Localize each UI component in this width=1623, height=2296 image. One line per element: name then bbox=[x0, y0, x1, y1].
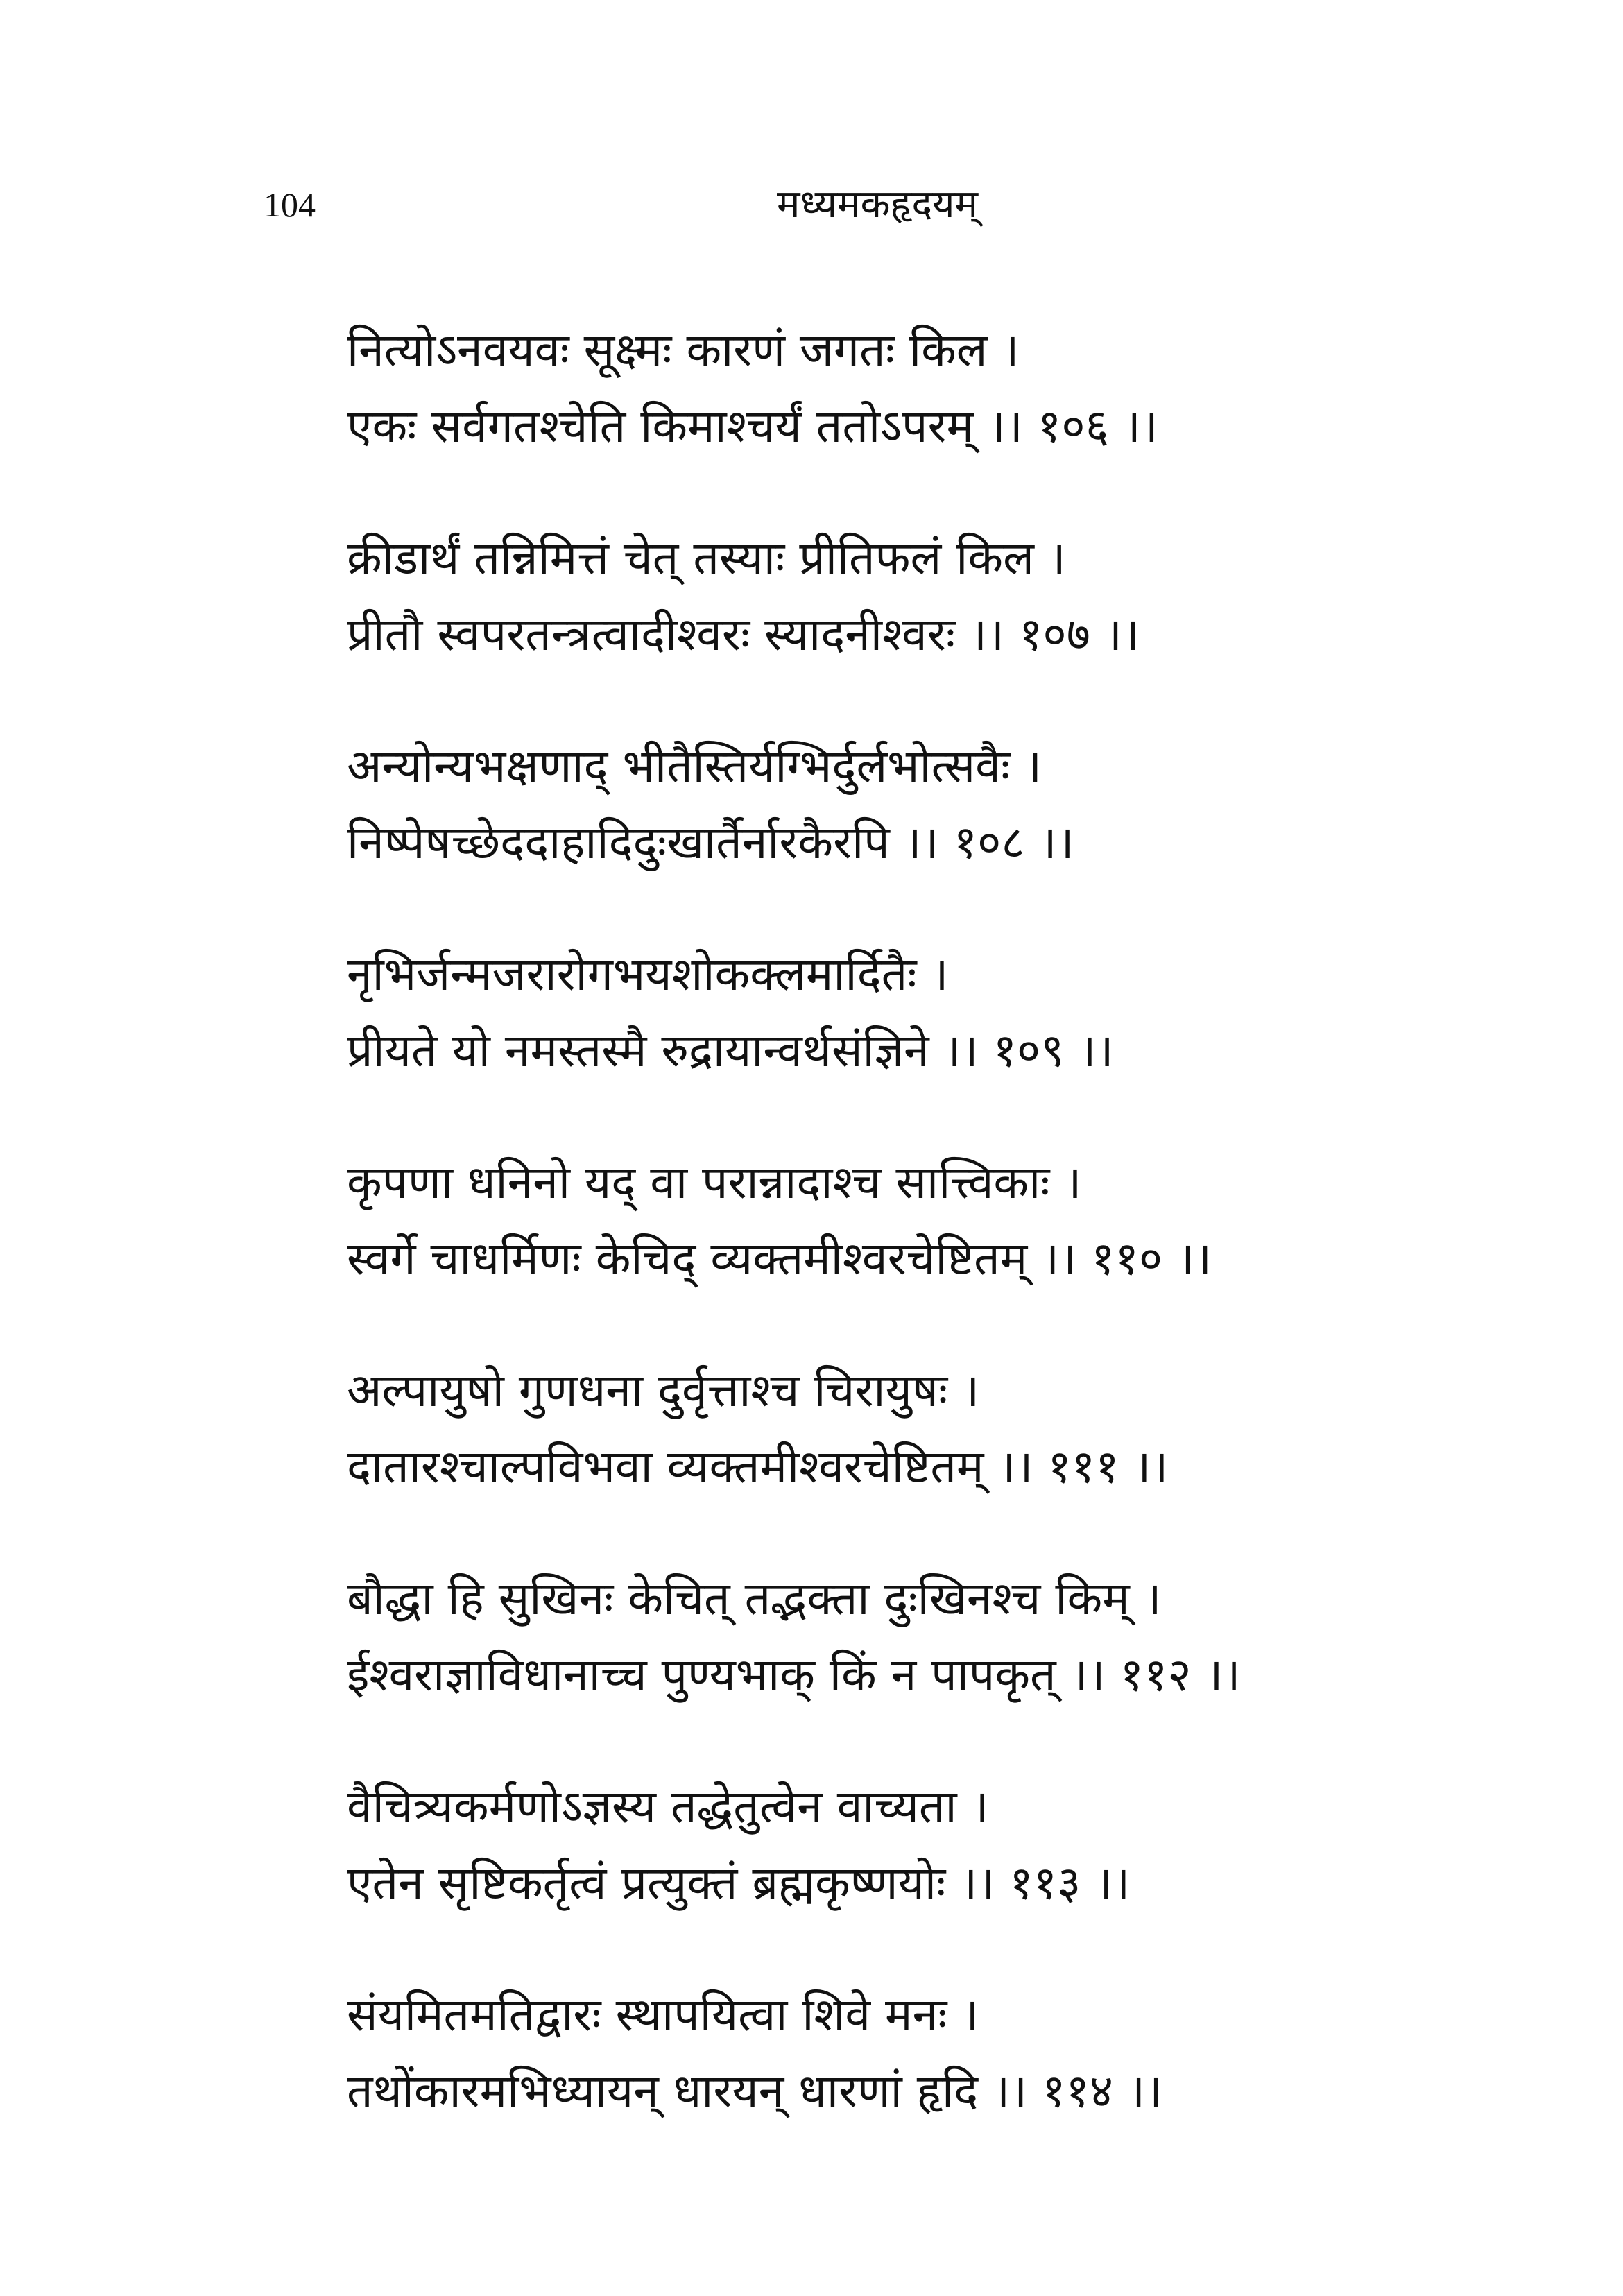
verse-line: एकः सर्वगतश्चेति किमाश्चर्यं ततोऽपरम् ।। १०६ ।। bbox=[347, 400, 1158, 453]
verse-114 bbox=[347, 1977, 1470, 2185]
verse-107 bbox=[347, 520, 1470, 728]
verse-109 bbox=[347, 936, 1470, 1145]
verse-line: दातारश्चाल्पविभवा व्यक्तमीश्वरचेष्टितम् ।। १११ ।। bbox=[347, 1440, 1169, 1493]
page-header bbox=[0, 177, 1623, 232]
verse-line: अल्पायुषो गुणधना दुर्वृत्ताश्च चिरायुषः । bbox=[347, 1364, 980, 1417]
verse-line: बौद्धा हि सुखिनः केचित् तद्भक्ता दुःखिनश्च किम् । bbox=[347, 1572, 1162, 1625]
verse-line: प्रीतौ स्वपरतन्त्रत्वादीश्वरः स्यादनीश्वरः ।। १०७ ।। bbox=[347, 608, 1140, 661]
page-number: 104 bbox=[264, 185, 316, 224]
verse-line: संयमितमतिद्वारः स्थापयित्वा शिवे मनः । bbox=[347, 1988, 979, 2041]
verse-line: प्रीयते यो नमस्तस्मै रुद्रायान्वर्थसंज्ञिने ।। १०९ ।। bbox=[347, 1024, 1114, 1077]
verse-line: कृपणा धनिनो यद् वा परान्नादाश्च सात्त्विकाः । bbox=[347, 1156, 1082, 1209]
verse-112 bbox=[347, 1561, 1470, 1769]
verse-line: वैचित्र्यकर्मणोऽज्ञस्य तद्धेतुत्वेन वाच्यता । bbox=[347, 1780, 989, 1833]
verse-line: निष्पेषच्छेददाहादिदुःखार्तैर्नारकैरपि ।। १०८ ।। bbox=[347, 816, 1074, 869]
running-title: मध्यमकहृदयम् bbox=[777, 182, 979, 227]
verse-108 bbox=[347, 728, 1470, 936]
verse-110 bbox=[347, 1145, 1470, 1353]
verse-line: स्वर्गे चाधर्मिणः केचिद् व्यक्तमीश्वरचेष्टितम् ।। ११० ।। bbox=[347, 1232, 1212, 1285]
verse-line: अन्योन्यभक्षणाद् भीतैस्तिर्यग्भिर्दुर्लभोत्सवैः । bbox=[347, 739, 1042, 793]
verse-106 bbox=[347, 312, 1470, 520]
verse-line: नित्योऽनवयवः सूक्ष्मः कारणं जगतः किल । bbox=[347, 323, 1020, 377]
verse-111 bbox=[347, 1353, 1470, 1561]
verse-113 bbox=[347, 1769, 1470, 1977]
verse-line: क्रीडार्थं तन्निमित्तं चेत् तस्याः प्रीतिफलं किल । bbox=[347, 531, 1066, 585]
verse-line: एतेन सृष्टिकर्तृत्वं प्रत्युक्तं ब्रह्मकृष्णयोः ।। ११३ ।। bbox=[347, 1856, 1131, 1910]
verse-line: तथोंकारमभिध्यायन् धारयन् धारणां हृदि ।। ११४ ।। bbox=[347, 2064, 1163, 2118]
verse-line: ईश्वराज्ञाविधानाच्च पुण्यभाक् किं न पापकृत् ।। ११२ ।। bbox=[347, 1648, 1241, 1702]
verse-line: नृभिर्जन्मजरारोगभयशोकक्लमार्दितैः । bbox=[347, 948, 949, 1001]
verse-list bbox=[347, 312, 1470, 2185]
